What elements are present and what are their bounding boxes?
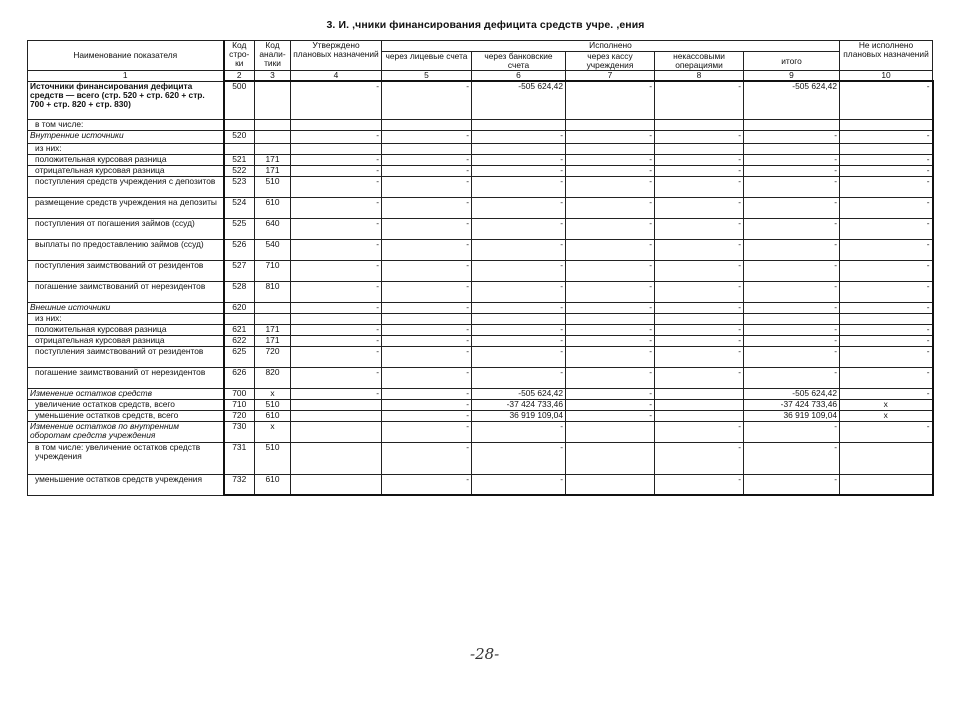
row-value-c9: - — [744, 239, 840, 260]
table-row — [28, 119, 933, 130]
row-value-c5: - — [382, 176, 472, 197]
row-value-c8 — [655, 313, 744, 324]
row-value-c5: - — [382, 410, 472, 421]
row-analytics-code — [255, 81, 291, 119]
row-value-c10: - — [840, 81, 933, 119]
row-value-c4: - — [291, 335, 382, 346]
row-name: погашение заимствований от нерезидентов — [28, 281, 224, 302]
row-value-c10: - — [840, 154, 933, 165]
table-row — [28, 302, 933, 313]
header-approved: Утверждено плановых назначений — [291, 41, 382, 71]
row-value-c10 — [840, 474, 933, 495]
row-value-c9 — [744, 143, 840, 154]
row-value-c9: -37 424 733,46 — [744, 399, 840, 410]
row-value-c8: - — [655, 130, 744, 143]
row-analytics-code — [255, 313, 291, 324]
row-value-c10: - — [840, 346, 933, 367]
row-name: из них: — [28, 313, 224, 324]
row-value-c10: x — [840, 410, 933, 421]
row-name: увеличение остатков средств, всего — [28, 399, 224, 410]
row-value-c8: - — [655, 324, 744, 335]
col-number: 3 — [255, 71, 291, 82]
row-name: положительная курсовая разница — [28, 324, 224, 335]
row-value-c9: - — [744, 165, 840, 176]
header-not-executed: Не исполнено плановых назначений — [840, 41, 933, 71]
row-value-c5: - — [382, 367, 472, 388]
row-value-c10: - — [840, 302, 933, 313]
row-value-c7 — [566, 421, 655, 442]
row-value-c9: - — [744, 176, 840, 197]
table-row — [28, 335, 933, 346]
row-value-c7: - — [566, 130, 655, 143]
header-executed: Исполнено — [382, 41, 840, 52]
row-value-c9: - — [744, 302, 840, 313]
row-name: в том числе: — [28, 119, 224, 130]
col-number: 8 — [655, 71, 744, 82]
table-row — [28, 154, 933, 165]
row-value-c10: - — [840, 197, 933, 218]
row-line-code: 730 — [224, 421, 255, 442]
row-line-code: 500 — [224, 81, 255, 119]
row-value-c7: - — [566, 154, 655, 165]
row-value-c10: - — [840, 260, 933, 281]
row-value-c8: - — [655, 239, 744, 260]
row-value-c4 — [291, 421, 382, 442]
table-row — [28, 474, 933, 495]
row-value-c10 — [840, 119, 933, 130]
row-analytics-code: 510 — [255, 399, 291, 410]
row-line-code: 731 — [224, 442, 255, 474]
row-value-c8 — [655, 388, 744, 399]
row-value-c6: - — [472, 302, 566, 313]
row-analytics-code: 540 — [255, 239, 291, 260]
row-value-c6: - — [472, 421, 566, 442]
row-name: Изменение остатков по внутренним оборотам средств учреждения — [28, 421, 224, 442]
row-name: отрицательная курсовая разница — [28, 335, 224, 346]
row-analytics-code: 710 — [255, 260, 291, 281]
row-value-c6 — [472, 313, 566, 324]
row-value-c9: - — [744, 474, 840, 495]
row-value-c5: - — [382, 442, 472, 474]
row-value-c8: - — [655, 335, 744, 346]
row-value-c10: - — [840, 367, 933, 388]
row-value-c10: - — [840, 239, 933, 260]
header-total: итого — [744, 52, 840, 71]
row-value-c4 — [291, 313, 382, 324]
row-value-c8: - — [655, 154, 744, 165]
row-value-c7: - — [566, 260, 655, 281]
col-number: 10 — [840, 71, 933, 82]
row-value-c8: - — [655, 281, 744, 302]
row-value-c8: - — [655, 302, 744, 313]
row-value-c10: - — [840, 130, 933, 143]
row-value-c5: - — [382, 218, 472, 239]
row-value-c7: - — [566, 239, 655, 260]
row-line-code — [224, 313, 255, 324]
row-name: Изменение остатков средств — [28, 388, 224, 399]
row-line-code: 700 — [224, 388, 255, 399]
row-value-c4: - — [291, 324, 382, 335]
row-value-c8: - — [655, 346, 744, 367]
row-name: в том числе: увеличение остатков средств учреждения — [28, 442, 224, 474]
col-number: 4 — [291, 71, 382, 82]
row-value-c4: - — [291, 260, 382, 281]
row-value-c9: 36 919 109,04 — [744, 410, 840, 421]
row-value-c6: - — [472, 324, 566, 335]
row-value-c8: - — [655, 367, 744, 388]
row-value-c5: - — [382, 421, 472, 442]
row-value-c4: - — [291, 281, 382, 302]
row-value-c4 — [291, 143, 382, 154]
row-analytics-code — [255, 119, 291, 130]
row-value-c6: - — [472, 130, 566, 143]
row-value-c4 — [291, 119, 382, 130]
row-value-c5 — [382, 119, 472, 130]
row-value-c4: - — [291, 346, 382, 367]
row-line-code: 521 — [224, 154, 255, 165]
row-value-c5: - — [382, 239, 472, 260]
row-line-code: 710 — [224, 399, 255, 410]
row-analytics-code: 820 — [255, 367, 291, 388]
row-value-c6: -37 424 733,46 — [472, 399, 566, 410]
row-value-c9: - — [744, 421, 840, 442]
row-analytics-code: 171 — [255, 165, 291, 176]
row-name: положительная курсовая разница — [28, 154, 224, 165]
row-value-c4 — [291, 399, 382, 410]
row-value-c7: - — [566, 218, 655, 239]
row-value-c8 — [655, 399, 744, 410]
col-number: 6 — [472, 71, 566, 82]
row-value-c7 — [566, 143, 655, 154]
table-row — [28, 313, 933, 324]
row-value-c9: - — [744, 154, 840, 165]
row-line-code: 622 — [224, 335, 255, 346]
row-value-c7: - — [566, 176, 655, 197]
table-row — [28, 346, 933, 367]
table-row — [28, 197, 933, 218]
row-value-c5: - — [382, 302, 472, 313]
table-row — [28, 421, 933, 442]
table-row — [28, 388, 933, 399]
header-code-analytics: Код анали-тики — [255, 41, 291, 71]
row-name: выплаты по предоставлению займов (ссуд) — [28, 239, 224, 260]
row-value-c4 — [291, 410, 382, 421]
row-value-c4: - — [291, 154, 382, 165]
row-value-c9: - — [744, 442, 840, 474]
col-number: 7 — [566, 71, 655, 82]
row-value-c5: - — [382, 197, 472, 218]
row-analytics-code: 171 — [255, 335, 291, 346]
table-row — [28, 130, 933, 143]
row-value-c7: - — [566, 281, 655, 302]
row-line-code: 621 — [224, 324, 255, 335]
row-name: поступления от погашения займов (ссуд) — [28, 218, 224, 239]
row-value-c6: - — [472, 335, 566, 346]
row-line-code: 525 — [224, 218, 255, 239]
table-row — [28, 81, 933, 119]
row-value-c6: - — [472, 165, 566, 176]
row-line-code: 520 — [224, 130, 255, 143]
row-analytics-code: 720 — [255, 346, 291, 367]
row-value-c6: - — [472, 154, 566, 165]
row-value-c4 — [291, 442, 382, 474]
row-value-c10: - — [840, 281, 933, 302]
row-analytics-code: 640 — [255, 218, 291, 239]
row-value-c8: - — [655, 197, 744, 218]
row-name: Внутренние источники — [28, 130, 224, 143]
row-value-c5: - — [382, 281, 472, 302]
row-value-c4: - — [291, 176, 382, 197]
row-value-c8: - — [655, 165, 744, 176]
row-value-c7: - — [566, 81, 655, 119]
table-row — [28, 324, 933, 335]
row-value-c8: - — [655, 218, 744, 239]
table-row — [28, 399, 933, 410]
row-value-c9: -505 624,42 — [744, 388, 840, 399]
row-line-code — [224, 143, 255, 154]
row-value-c4: - — [291, 130, 382, 143]
row-value-c5: - — [382, 165, 472, 176]
row-value-c5: - — [382, 335, 472, 346]
row-value-c7: - — [566, 388, 655, 399]
row-value-c6: - — [472, 281, 566, 302]
row-value-c10: - — [840, 421, 933, 442]
row-value-c4: - — [291, 302, 382, 313]
table-body — [28, 81, 933, 495]
row-value-c8: - — [655, 176, 744, 197]
row-value-c8: - — [655, 81, 744, 119]
row-value-c10 — [840, 143, 933, 154]
row-value-c6: -505 624,42 — [472, 81, 566, 119]
row-value-c7: - — [566, 165, 655, 176]
header-name: Наименование показателя — [28, 41, 224, 71]
row-value-c4: - — [291, 197, 382, 218]
row-value-c9: - — [744, 367, 840, 388]
row-value-c6: - — [472, 442, 566, 474]
row-value-c6: - — [472, 260, 566, 281]
row-value-c9: - — [744, 218, 840, 239]
row-analytics-code — [255, 302, 291, 313]
row-value-c5: - — [382, 260, 472, 281]
row-name: Внешние источники — [28, 302, 224, 313]
row-analytics-code — [255, 130, 291, 143]
row-value-c10: x — [840, 399, 933, 410]
header-noncash: некассовыми операциями — [655, 52, 744, 71]
row-value-c4: - — [291, 81, 382, 119]
row-analytics-code: 171 — [255, 324, 291, 335]
row-value-c9: - — [744, 281, 840, 302]
row-value-c10: - — [840, 324, 933, 335]
row-value-c6: 36 919 109,04 — [472, 410, 566, 421]
row-value-c9: - — [744, 324, 840, 335]
row-value-c7: - — [566, 335, 655, 346]
row-analytics-code: x — [255, 421, 291, 442]
row-line-code: 524 — [224, 197, 255, 218]
row-value-c6: - — [472, 346, 566, 367]
header-row-1 — [28, 41, 933, 52]
row-value-c10: - — [840, 176, 933, 197]
row-value-c4: - — [291, 218, 382, 239]
row-name: поступления заимствований от резидентов — [28, 346, 224, 367]
row-value-c6: - — [472, 239, 566, 260]
row-value-c5: - — [382, 154, 472, 165]
row-line-code: 626 — [224, 367, 255, 388]
row-value-c7 — [566, 313, 655, 324]
row-value-c8: - — [655, 421, 744, 442]
row-line-code: 522 — [224, 165, 255, 176]
row-value-c4: - — [291, 239, 382, 260]
row-value-c7: - — [566, 367, 655, 388]
row-value-c9: - — [744, 335, 840, 346]
header-via-bank: через банковские счета — [472, 52, 566, 71]
row-analytics-code: x — [255, 388, 291, 399]
row-value-c10: - — [840, 218, 933, 239]
row-name: уменьшение остатков средств, всего — [28, 410, 224, 421]
row-value-c6: -505 624,42 — [472, 388, 566, 399]
row-value-c6: - — [472, 367, 566, 388]
col-number: 2 — [224, 71, 255, 82]
page-number: -28- — [470, 645, 500, 663]
row-line-code: 620 — [224, 302, 255, 313]
row-value-c7 — [566, 442, 655, 474]
row-value-c7: - — [566, 302, 655, 313]
row-value-c10: - — [840, 388, 933, 399]
row-analytics-code: 810 — [255, 281, 291, 302]
column-numbers-row — [28, 71, 933, 82]
table-row — [28, 239, 933, 260]
table-row — [28, 176, 933, 197]
row-value-c7 — [566, 119, 655, 130]
row-analytics-code — [255, 143, 291, 154]
row-value-c10: - — [840, 165, 933, 176]
row-line-code: 527 — [224, 260, 255, 281]
header-code-line: Код стро-ки — [224, 41, 255, 71]
header-via-personal: через лицевые счета — [382, 52, 472, 71]
row-value-c7: - — [566, 410, 655, 421]
row-value-c7 — [566, 474, 655, 495]
row-line-code: 526 — [224, 239, 255, 260]
row-analytics-code: 510 — [255, 442, 291, 474]
section-title: 3. И. ,чники финансирования дефицита средств учре. ,ения — [326, 19, 645, 31]
row-value-c7: - — [566, 197, 655, 218]
row-value-c7: - — [566, 346, 655, 367]
row-value-c8: - — [655, 474, 744, 495]
row-analytics-code: 510 — [255, 176, 291, 197]
row-value-c5: - — [382, 130, 472, 143]
table-row — [28, 367, 933, 388]
row-name: поступления заимствований от резидентов — [28, 260, 224, 281]
row-value-c6 — [472, 119, 566, 130]
row-value-c8 — [655, 119, 744, 130]
row-value-c9: - — [744, 130, 840, 143]
row-name: из них: — [28, 143, 224, 154]
row-name: уменьшение остатков средств учреждения — [28, 474, 224, 495]
row-value-c10 — [840, 313, 933, 324]
row-analytics-code: 171 — [255, 154, 291, 165]
financing-sources-table — [27, 40, 934, 496]
row-line-code: 523 — [224, 176, 255, 197]
table-row — [28, 442, 933, 474]
row-line-code — [224, 119, 255, 130]
row-value-c6 — [472, 143, 566, 154]
row-value-c8 — [655, 410, 744, 421]
row-value-c5 — [382, 143, 472, 154]
table-row — [28, 165, 933, 176]
row-value-c5: - — [382, 346, 472, 367]
row-value-c5: - — [382, 474, 472, 495]
row-name: Источники финансирования дефицита средств — всего (стр. 520 + стр. 620 + стр. 700 + стр. 820 + стр. 830) — [28, 81, 224, 119]
row-name: погашение заимствований от нерезидентов — [28, 367, 224, 388]
row-line-code: 732 — [224, 474, 255, 495]
row-value-c4: - — [291, 165, 382, 176]
row-line-code: 528 — [224, 281, 255, 302]
header-via-cash: через кассу учреждения — [566, 52, 655, 71]
row-value-c9: -505 624,42 — [744, 81, 840, 119]
table-row — [28, 260, 933, 281]
row-analytics-code: 610 — [255, 197, 291, 218]
row-line-code: 625 — [224, 346, 255, 367]
row-value-c5 — [382, 313, 472, 324]
row-value-c5: - — [382, 81, 472, 119]
row-value-c9 — [744, 313, 840, 324]
row-value-c9: - — [744, 260, 840, 281]
col-number: 5 — [382, 71, 472, 82]
row-name: размещение средств учреждения на депозиты — [28, 197, 224, 218]
row-value-c7: - — [566, 399, 655, 410]
row-value-c8 — [655, 143, 744, 154]
row-value-c6: - — [472, 218, 566, 239]
row-value-c10 — [840, 442, 933, 474]
row-value-c9: - — [744, 346, 840, 367]
row-value-c7: - — [566, 324, 655, 335]
row-value-c6: - — [472, 474, 566, 495]
table-row — [28, 218, 933, 239]
row-line-code: 720 — [224, 410, 255, 421]
row-analytics-code: 610 — [255, 474, 291, 495]
row-value-c5: - — [382, 399, 472, 410]
row-analytics-code: 610 — [255, 410, 291, 421]
table-row — [28, 143, 933, 154]
col-number: 9 — [744, 71, 840, 82]
row-value-c8: - — [655, 442, 744, 474]
row-value-c4: - — [291, 388, 382, 399]
table-row — [28, 281, 933, 302]
row-value-c4: - — [291, 367, 382, 388]
row-name: поступления средств учреждения с депозитов — [28, 176, 224, 197]
row-value-c6: - — [472, 176, 566, 197]
row-name: отрицательная курсовая разница — [28, 165, 224, 176]
row-value-c6: - — [472, 197, 566, 218]
row-value-c5: - — [382, 388, 472, 399]
col-number: 1 — [28, 71, 224, 82]
row-value-c5: - — [382, 324, 472, 335]
row-value-c10: - — [840, 335, 933, 346]
row-value-c9: - — [744, 197, 840, 218]
row-value-c4 — [291, 474, 382, 495]
table-row — [28, 410, 933, 421]
row-value-c9 — [744, 119, 840, 130]
row-value-c8: - — [655, 260, 744, 281]
